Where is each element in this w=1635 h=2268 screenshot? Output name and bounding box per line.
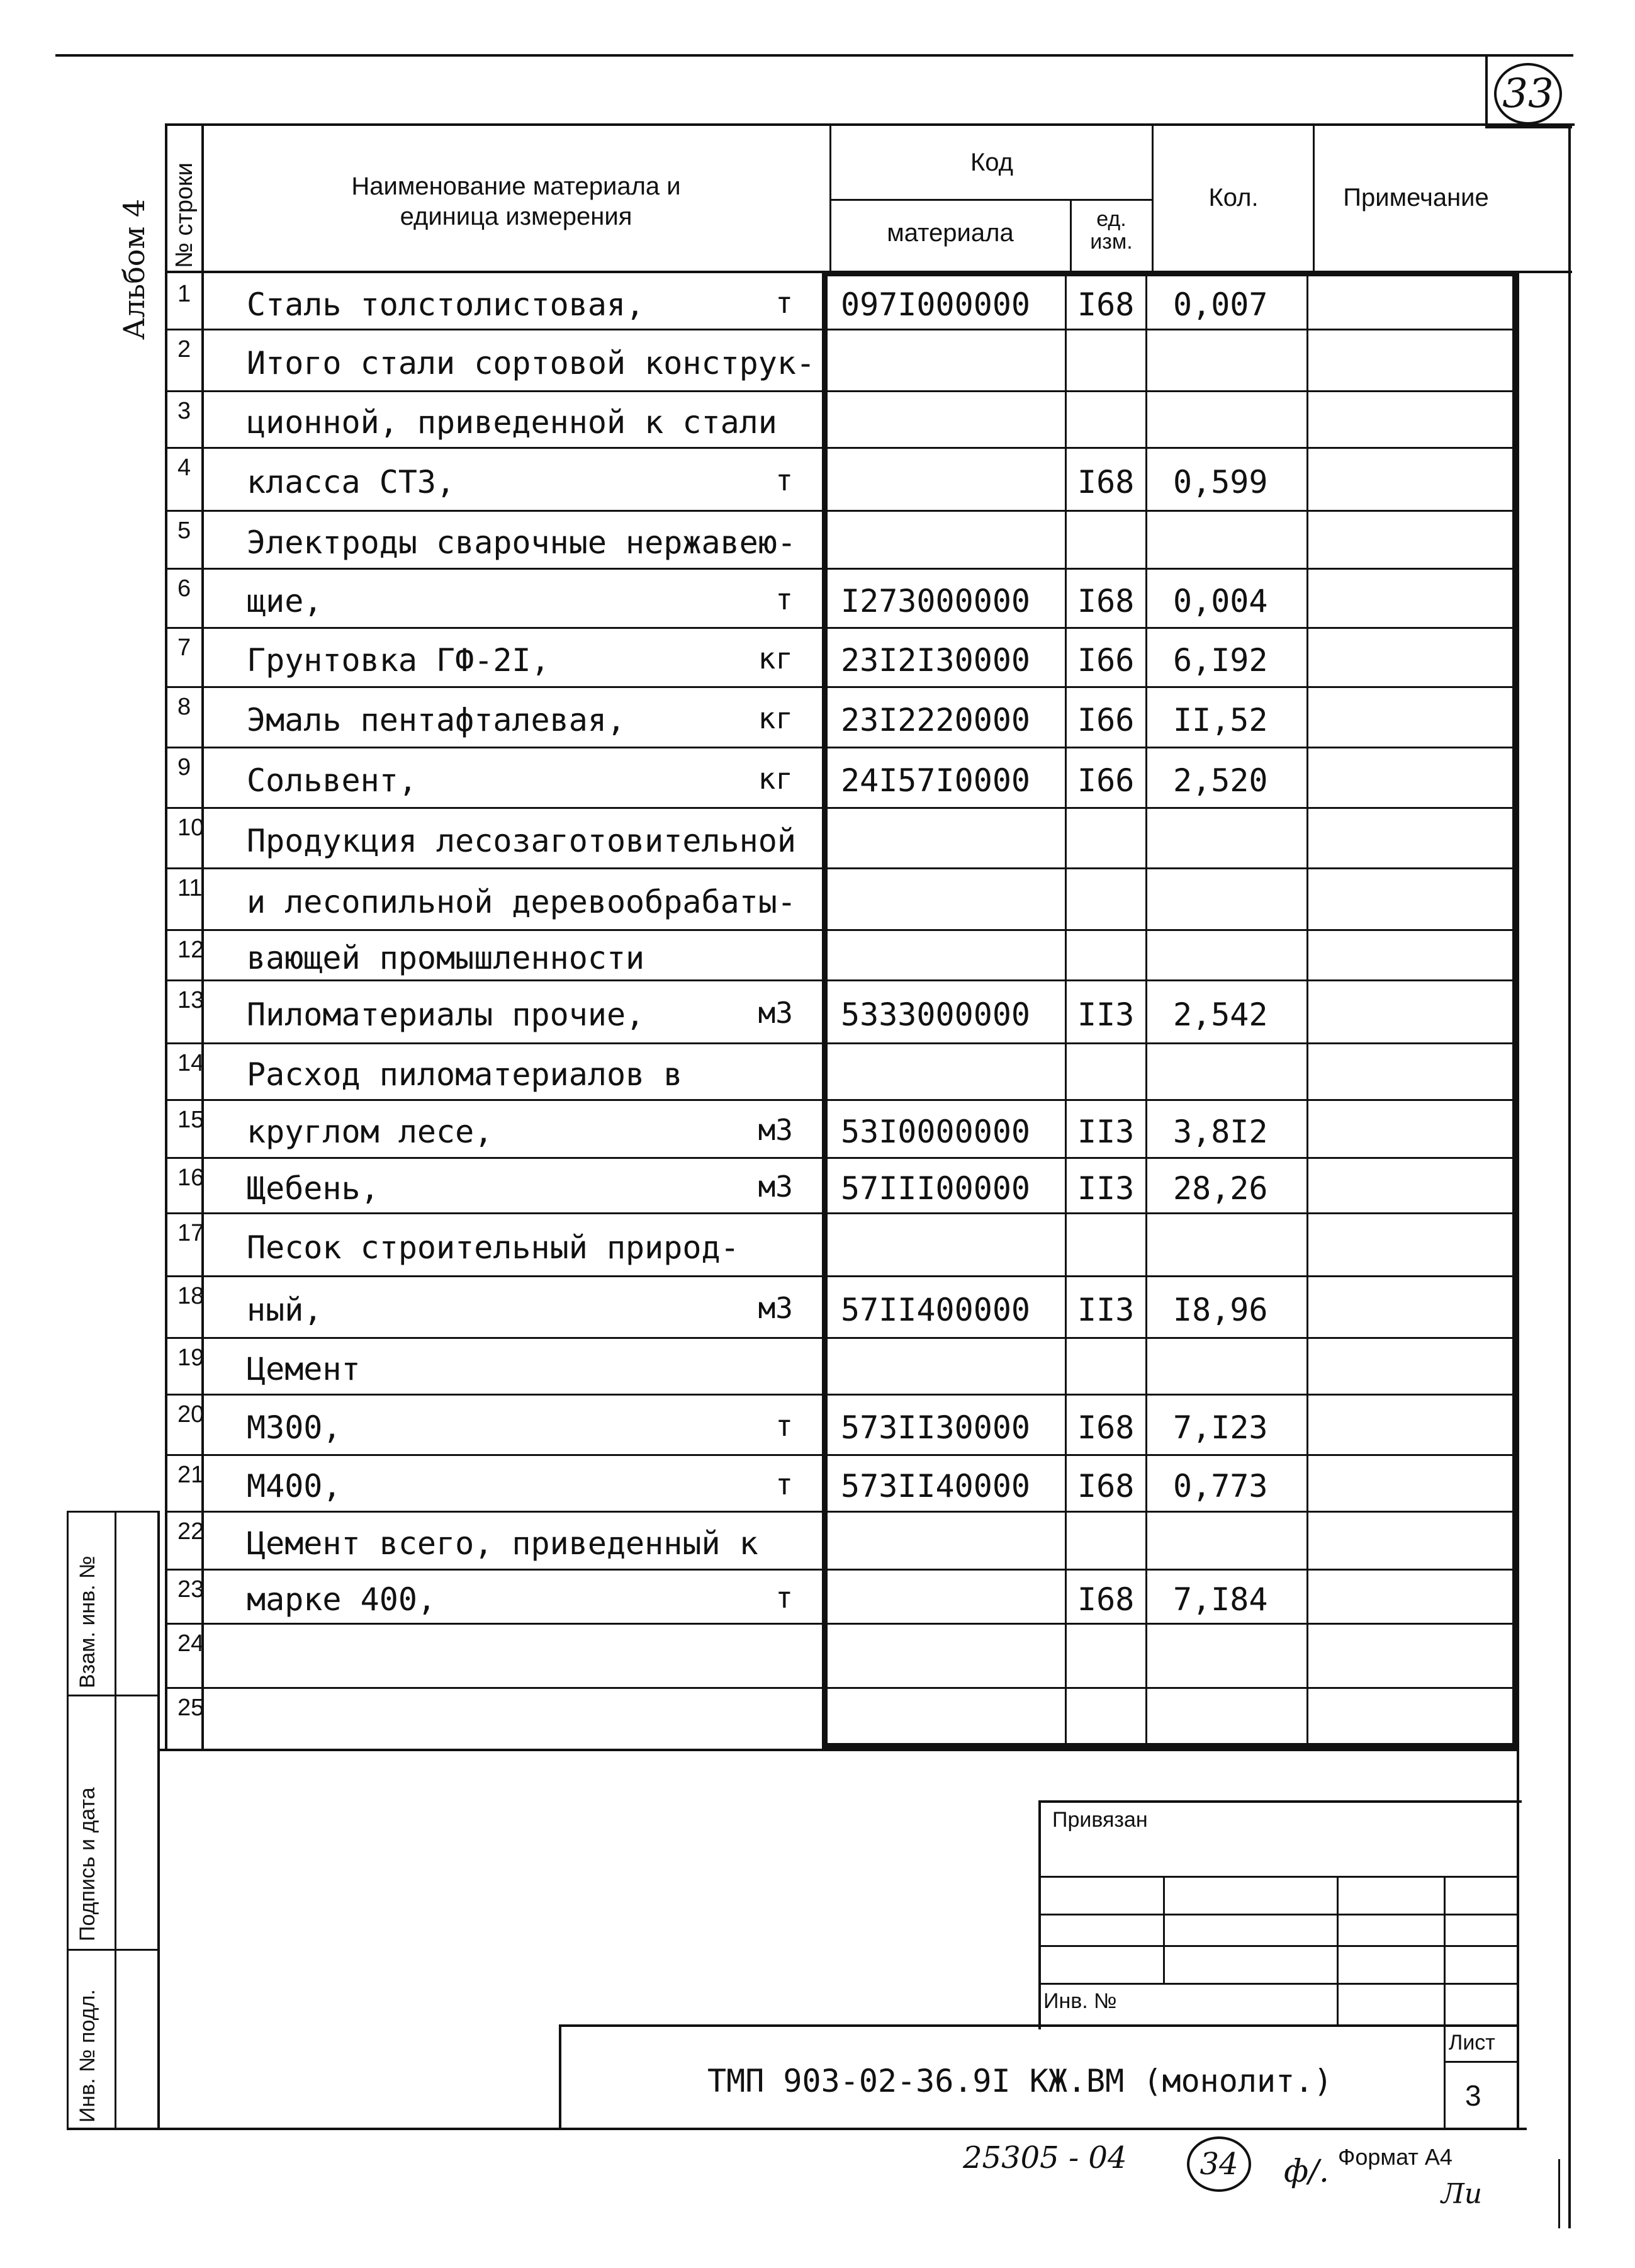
unit-code: I68 bbox=[1077, 1581, 1135, 1618]
material-name: Продукция лесозаготовительной bbox=[247, 823, 796, 859]
material-code: 23I2I30000 bbox=[841, 642, 1031, 679]
unit-label: т bbox=[775, 1581, 793, 1615]
quantity: II,52 bbox=[1173, 702, 1268, 738]
unit-label: м3 bbox=[758, 1113, 793, 1147]
page-mark: 33 bbox=[1494, 63, 1562, 125]
material-name: Щебень, bbox=[247, 1170, 379, 1207]
row-number: 1 bbox=[177, 281, 191, 307]
unit-code: I66 bbox=[1077, 642, 1135, 679]
tb-h2 bbox=[1038, 1914, 1519, 1915]
unit-code: II3 bbox=[1077, 1170, 1135, 1207]
row-number: 18 bbox=[177, 1283, 205, 1309]
signature-2: Ли bbox=[1441, 2178, 1483, 2210]
footer-right-tick bbox=[1558, 2159, 1560, 2228]
row-divider bbox=[165, 807, 1518, 809]
unit-code: I68 bbox=[1077, 464, 1135, 500]
quantity: 0,599 bbox=[1173, 464, 1268, 500]
material-code: I273000000 bbox=[841, 583, 1031, 619]
unit-label: м3 bbox=[758, 1291, 793, 1325]
sheet-left bbox=[1444, 2027, 1446, 2129]
material-code: 573II30000 bbox=[841, 1409, 1031, 1446]
row-number: 10 bbox=[177, 815, 205, 841]
col-line-note-body bbox=[1306, 271, 1308, 1749]
quantity: 2,520 bbox=[1173, 762, 1268, 799]
row-number: 11 bbox=[177, 875, 203, 901]
side-stamp-left bbox=[67, 1511, 69, 2128]
material-name: ный, bbox=[247, 1292, 323, 1328]
tb-h1 bbox=[1038, 1876, 1519, 1878]
album-label: Альбом 4 bbox=[117, 198, 151, 340]
col-line-code bbox=[829, 123, 831, 274]
material-name: Расход пиломатериалов в bbox=[247, 1056, 683, 1093]
row-divider bbox=[165, 1212, 1518, 1214]
row-divider bbox=[165, 627, 1518, 629]
unit-code: I68 bbox=[1077, 583, 1135, 619]
format-label: Формат А4 bbox=[1338, 2144, 1452, 2170]
tb-v3 bbox=[1444, 1876, 1446, 2027]
stamp-podpis: Подпись и дата bbox=[76, 1787, 99, 1941]
header-row-no: № строки bbox=[171, 162, 198, 268]
unit-label: кг bbox=[758, 701, 793, 735]
row-divider bbox=[165, 1687, 1518, 1689]
unit-code: II3 bbox=[1077, 1114, 1135, 1150]
material-name: Эмаль пентафталевая, bbox=[247, 702, 626, 738]
quantity: 7,I84 bbox=[1173, 1581, 1268, 1618]
material-name: Песок строительный природ- bbox=[247, 1229, 739, 1266]
material-name: Цемент всего, приведенный к bbox=[247, 1525, 758, 1562]
row-divider bbox=[165, 747, 1518, 748]
material-name: Грунтовка ГФ-2I, bbox=[247, 642, 550, 679]
unit-code: I68 bbox=[1077, 286, 1135, 323]
side-stamp-div1 bbox=[67, 1695, 159, 1696]
tb-h3 bbox=[1038, 1945, 1519, 1947]
row-number: 2 bbox=[177, 336, 191, 363]
designation-top bbox=[559, 2024, 1519, 2027]
quantity: 0,007 bbox=[1173, 286, 1268, 323]
unit-code: I68 bbox=[1077, 1409, 1135, 1446]
unit-label: м3 bbox=[758, 1170, 793, 1204]
quantity: 2,542 bbox=[1173, 996, 1268, 1033]
material-code: 097I000000 bbox=[841, 286, 1031, 323]
material-code: 57II400000 bbox=[841, 1292, 1031, 1328]
row-number: 25 bbox=[177, 1695, 205, 1721]
material-name: марке 400, bbox=[247, 1581, 437, 1618]
sheet-number: 3 bbox=[1465, 2079, 1481, 2112]
material-name: ционной, приведенной к стали bbox=[247, 404, 777, 441]
row-divider bbox=[165, 1042, 1518, 1044]
quantity: 28,26 bbox=[1173, 1170, 1268, 1207]
row-divider bbox=[165, 1623, 1518, 1625]
material-name: щие, bbox=[247, 583, 323, 619]
row-number: 3 bbox=[177, 398, 191, 424]
top-border bbox=[55, 54, 1573, 57]
row-divider bbox=[165, 1569, 1518, 1571]
designation: ТМП 903-02-36.9I КЖ.ВМ (монолит.) bbox=[707, 2063, 1333, 2099]
unit-code: II3 bbox=[1077, 1292, 1135, 1328]
row-number: 17 bbox=[177, 1220, 205, 1246]
quantity: 6,I92 bbox=[1173, 642, 1268, 679]
material-name: Сольвент, bbox=[247, 762, 417, 799]
unit-code: I66 bbox=[1077, 702, 1135, 738]
header-unit-code: ед. изм. bbox=[1090, 207, 1133, 254]
material-name: М400, bbox=[247, 1468, 342, 1504]
row-number: 20 bbox=[177, 1401, 205, 1428]
side-stamp-bottom bbox=[67, 2128, 1527, 2130]
header-code: Код bbox=[970, 149, 1013, 176]
unit-label: т bbox=[775, 1409, 793, 1443]
row-divider bbox=[165, 1511, 1518, 1513]
material-name: М300, bbox=[247, 1409, 342, 1446]
header-material: материала bbox=[887, 219, 1014, 247]
row-number: 4 bbox=[177, 454, 191, 481]
unit-label: т bbox=[775, 463, 793, 497]
quantity: 7,I23 bbox=[1173, 1409, 1268, 1446]
material-name: Пиломатериалы прочие, bbox=[247, 996, 645, 1033]
unit-label: кг bbox=[758, 641, 793, 675]
quantity: 0,004 bbox=[1173, 583, 1268, 619]
material-name: класса СТЗ, bbox=[247, 464, 456, 500]
material-name: Итого стали сортовой конструк- bbox=[247, 345, 816, 381]
privyazan-label: Привязан bbox=[1052, 1808, 1148, 1832]
row-divider bbox=[165, 867, 1518, 869]
tb-h4 bbox=[1038, 1983, 1519, 1985]
material-code: 53I0000000 bbox=[841, 1114, 1031, 1150]
row-divider bbox=[165, 1454, 1518, 1456]
header-note: Примечание bbox=[1343, 184, 1489, 212]
row-number: 5 bbox=[177, 517, 191, 544]
row-divider bbox=[165, 1394, 1518, 1396]
designation-left bbox=[559, 2024, 561, 2130]
material-code: 24I57I0000 bbox=[841, 762, 1031, 799]
stamp-inv-podl: Инв. № подл. bbox=[76, 1989, 99, 2123]
unit-code: I68 bbox=[1077, 1468, 1135, 1504]
row-number: 16 bbox=[177, 1165, 205, 1191]
row-divider bbox=[165, 510, 1518, 512]
quantity: 3,8I2 bbox=[1173, 1114, 1268, 1150]
col-line-unit-body bbox=[1065, 271, 1067, 1749]
circled-number: 34 bbox=[1187, 2136, 1251, 2192]
material-name: Сталь толстолистовая, bbox=[247, 286, 645, 323]
row-number: 22 bbox=[177, 1518, 205, 1545]
row-divider bbox=[165, 979, 1518, 981]
row-divider bbox=[165, 1337, 1518, 1339]
signature: ф/. bbox=[1284, 2153, 1329, 2189]
unit-label: м3 bbox=[758, 996, 793, 1030]
header-name: Наименование материала и единица измерения bbox=[351, 172, 681, 230]
row-number: 19 bbox=[177, 1345, 205, 1371]
row-divider bbox=[165, 1099, 1518, 1101]
row-number: 21 bbox=[177, 1462, 205, 1488]
material-code: 573II40000 bbox=[841, 1468, 1031, 1504]
quantity: 0,773 bbox=[1173, 1468, 1268, 1504]
col-line-note bbox=[1313, 123, 1315, 274]
table-right bbox=[1517, 271, 1519, 1749]
material-name: Электроды сварочные нержавею- bbox=[247, 524, 796, 561]
row-number: 24 bbox=[177, 1630, 205, 1657]
row-divider bbox=[165, 390, 1518, 392]
side-stamp-div2 bbox=[67, 1949, 159, 1951]
material-name: круглом лесе, bbox=[247, 1114, 493, 1150]
row-number: 14 bbox=[177, 1050, 205, 1076]
unit-code: II3 bbox=[1077, 996, 1135, 1033]
row-number: 6 bbox=[177, 575, 191, 602]
side-stamp-top bbox=[67, 1511, 159, 1513]
tb-v2 bbox=[1337, 1876, 1339, 2027]
material-name: и лесопильной деревообрабаты- bbox=[247, 884, 796, 920]
col-line-qty-body bbox=[1145, 271, 1147, 1749]
row-divider bbox=[165, 1157, 1518, 1159]
code-subheader-line bbox=[829, 199, 1152, 201]
frame-left-lower bbox=[157, 1751, 160, 2130]
inv-no-label: Инв. № bbox=[1043, 1989, 1117, 2013]
row-divider bbox=[165, 447, 1518, 449]
row-number: 9 bbox=[177, 754, 191, 781]
row-divider bbox=[165, 329, 1518, 330]
handwritten-number: 25305 - 04 bbox=[963, 2140, 1127, 2175]
row-number: 23 bbox=[177, 1576, 205, 1603]
row-divider bbox=[165, 686, 1518, 688]
sheet-label: Лист bbox=[1449, 2031, 1495, 2055]
unit-label: т bbox=[775, 1467, 793, 1501]
unit-label: т bbox=[775, 286, 793, 320]
tb-v1 bbox=[1163, 1876, 1165, 1983]
side-stamp-mid bbox=[115, 1511, 116, 2128]
row-divider bbox=[165, 929, 1518, 931]
row-number: 8 bbox=[177, 694, 191, 720]
row-number: 15 bbox=[177, 1107, 205, 1133]
unit-label: кг bbox=[758, 762, 793, 796]
unit-label: т bbox=[775, 582, 793, 616]
row-number: 12 bbox=[177, 937, 205, 963]
quantity: I8,96 bbox=[1173, 1292, 1268, 1328]
row-number: 13 bbox=[177, 987, 205, 1013]
material-name: Цемент bbox=[247, 1351, 361, 1387]
material-code: 5333000000 bbox=[841, 996, 1031, 1033]
row-divider bbox=[165, 1275, 1518, 1277]
material-code: 57III00000 bbox=[841, 1170, 1031, 1207]
unit-code: I66 bbox=[1077, 762, 1135, 799]
table-bottom bbox=[157, 1749, 1519, 1751]
col-line-qty bbox=[1152, 123, 1154, 274]
sheet-divider bbox=[1444, 2061, 1518, 2063]
material-code: 23I2220000 bbox=[841, 702, 1031, 738]
row-divider bbox=[165, 568, 1518, 570]
header-qty: Кол. bbox=[1208, 184, 1259, 212]
row-number: 7 bbox=[177, 635, 191, 661]
stamp-vzam: Взам. инв. № bbox=[76, 1555, 99, 1688]
material-name: вающей промышленности bbox=[247, 940, 645, 976]
